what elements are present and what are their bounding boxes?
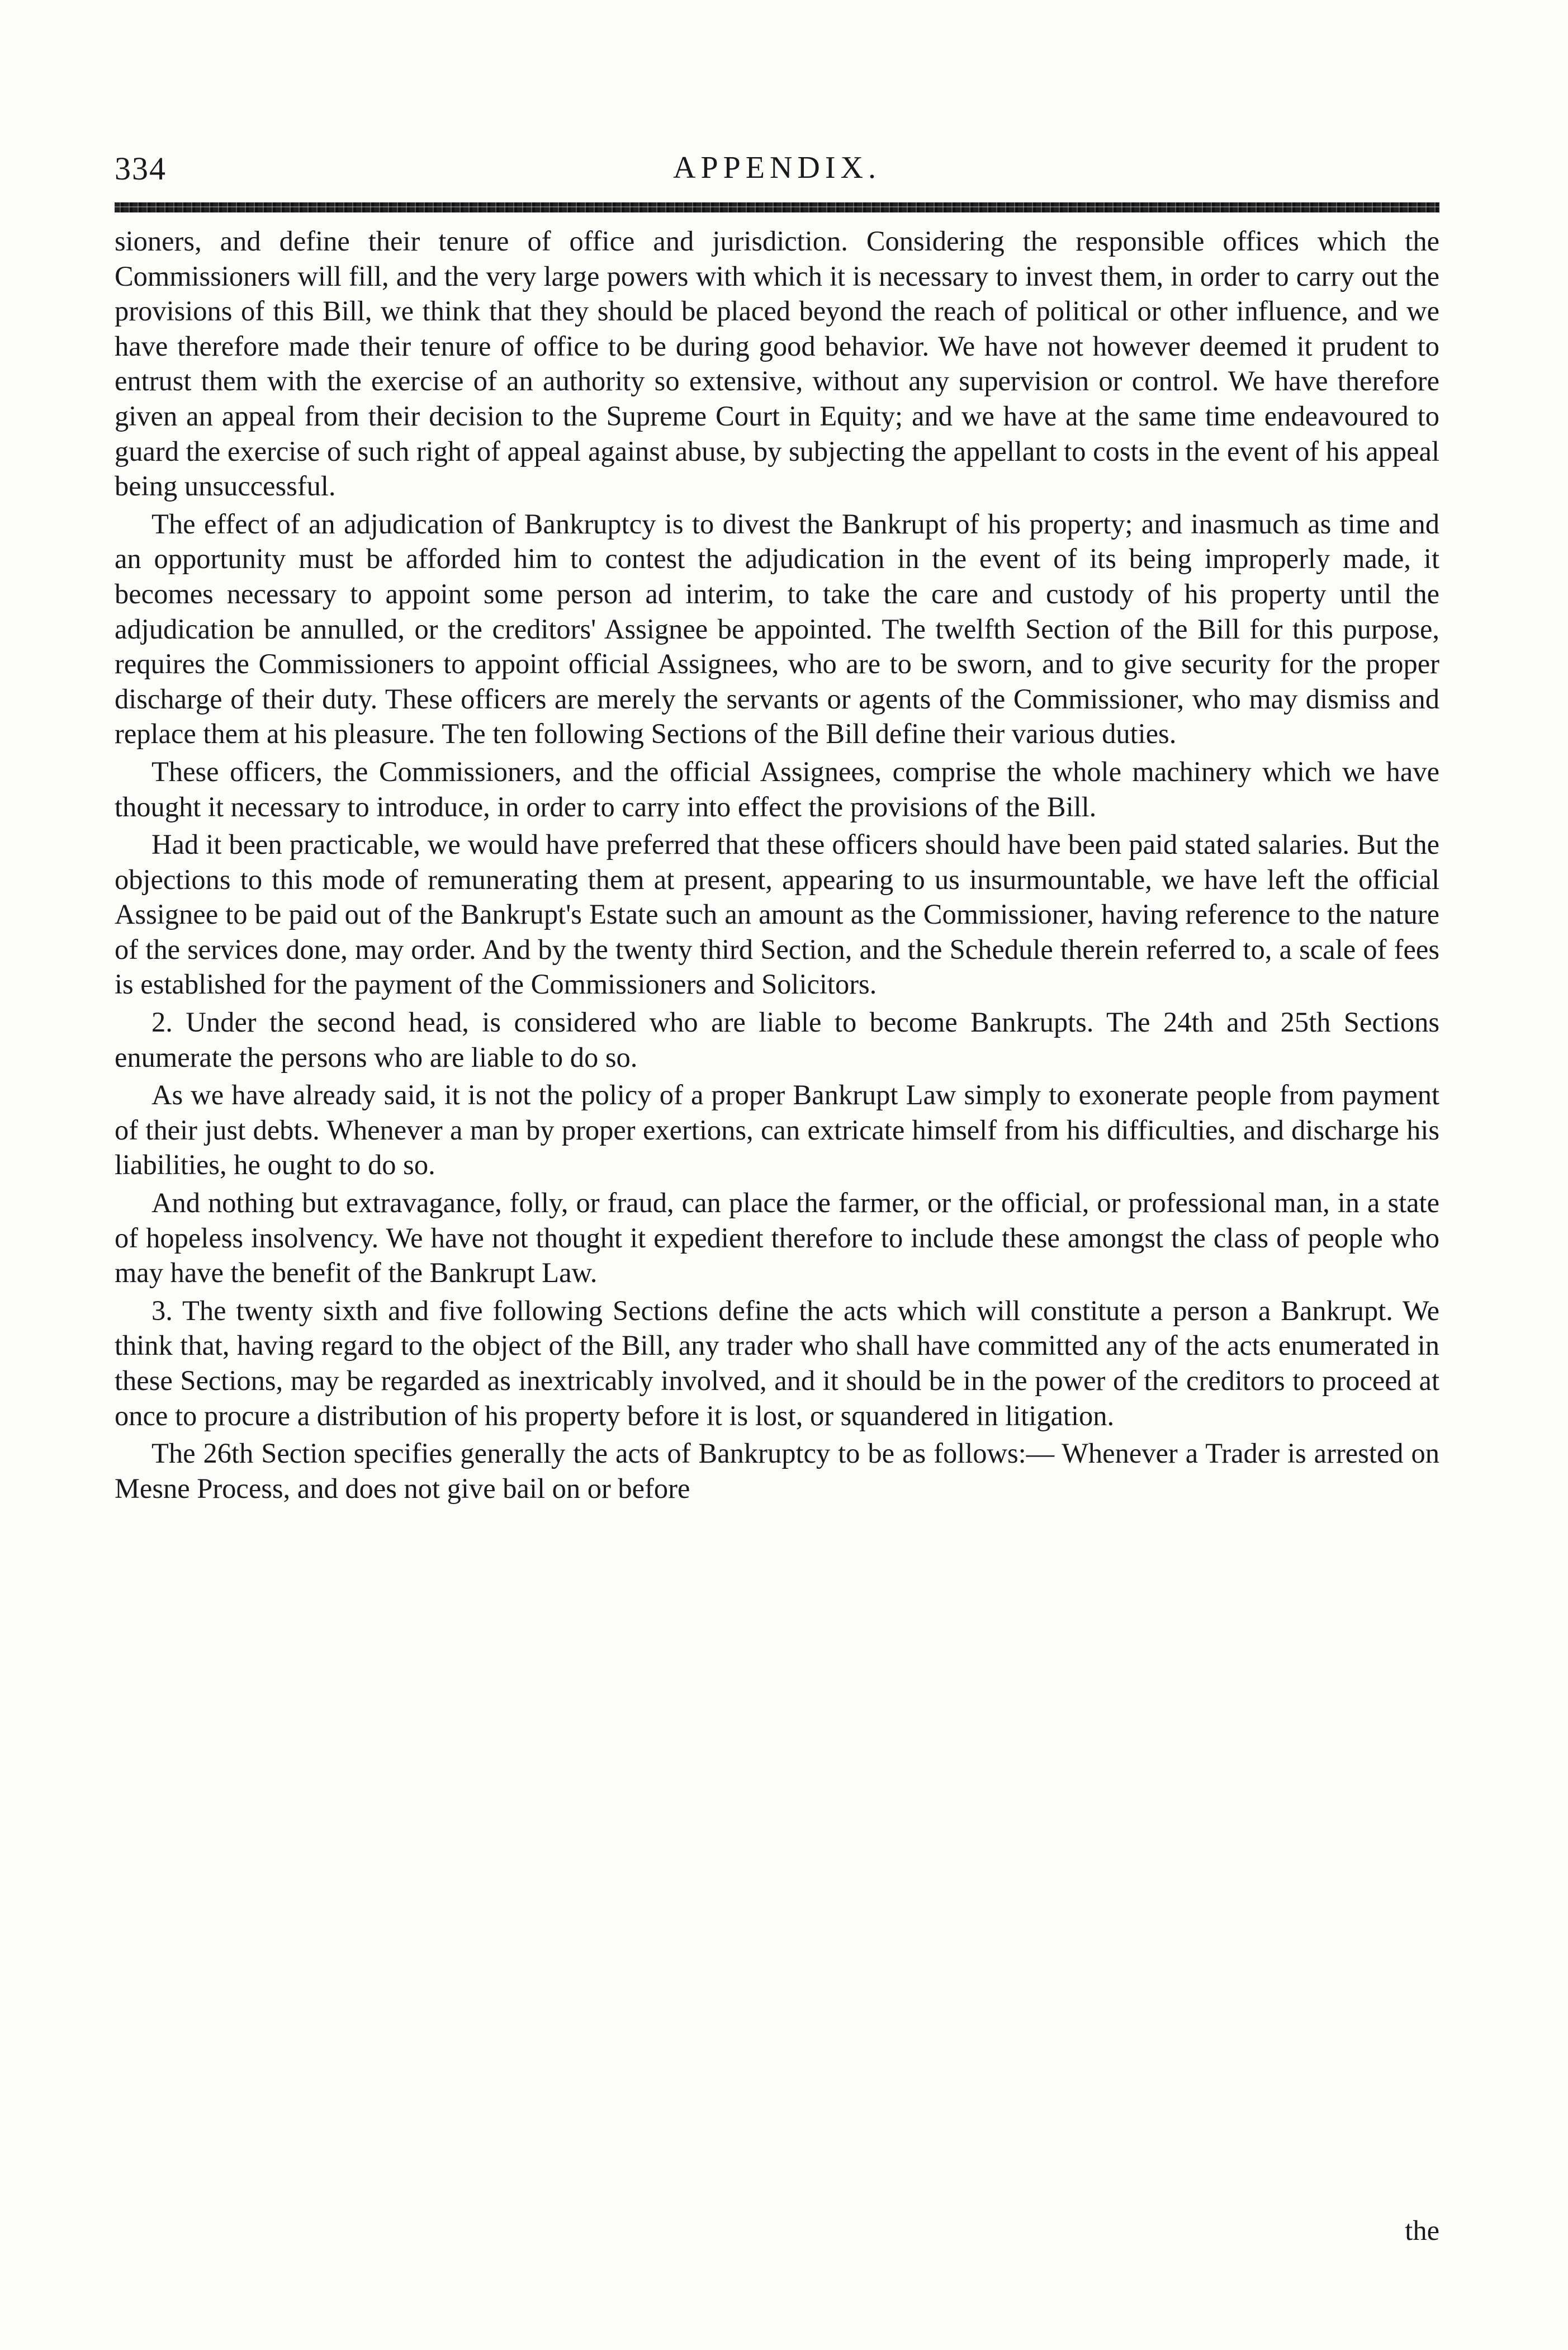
header-rule <box>115 202 1439 212</box>
catchword: the <box>1405 2215 1439 2246</box>
paragraph-salaries: Had it been practicable, we would have preferred that these officers should have been paid stated salaries. But the objections to this mode of remunerating them at present, appearing to us insurmountable, we have left the official Assignee to be paid out of the Bankrupt's Estate such an amount as the Commissioner, having reference to the nature of the services done, may order. And by the twenty third Section, and the Schedule therein referred to, a scale of fees is established for the payment of the Commissioners and Solicitors. <box>115 829 1439 1000</box>
body-text <box>115 224 1439 1509</box>
running-head: APPENDIX. <box>673 150 881 185</box>
page-header <box>115 150 1439 195</box>
page-number: 334 <box>115 150 167 187</box>
paragraph-26th-section: The 26th Section specifies generally the acts of Bankruptcy to be as follows:— Whenever a Trader is arrested on Mesne Process, and does not give bail on or before <box>115 1438 1439 1504</box>
paragraph-commissioners-tenure: sioners, and define their tenure of office and jurisdiction. Considering the responsible offices which the Commissioners will fill, and the very large powers with which it is necessary to invest them, in order to carry out the provisions of this Bill, we think that they should be placed beyond the reach of political or other influence, and we have therefore made their tenure of office to be during good behavior. We have not however deemed it prudent to entrust them with the exercise of an authority so extensive, without any supervision or control. We have therefore given an appeal from their decision to the Supreme Court in Equity; and we have at the same time endeavoured to guard the exercise of such right of appeal against abuse, by subjecting the appellant to costs in the event of his appeal being unsuccessful. <box>115 225 1439 502</box>
paragraph-second-head: 2. Under the second head, is considered who are liable to become Bankrupts. The 24th and 25th Sections enumerate the persons who are liable to do so. <box>115 1006 1439 1073</box>
paragraph-insolvency: And nothing but extravagance, folly, or fraud, can place the farmer, or the official, or professional man, in a state of hopeless insolvency. We have not thought it expedient therefore to include these amongst the class of people who may have the benefit of the Bankrupt Law. <box>115 1187 1439 1289</box>
paragraph-machinery: These officers, the Commissioners, and the official Assignees, comprise the whole machinery which we have thought it necessary to introduce, in order to carry into effect the provisions of the Bill. <box>115 755 1439 822</box>
paragraph-acts-of-bankruptcy: 3. The twenty sixth and five following Sections define the acts which will constitute a person a Bankrupt. We think that, having regard to the object of the Bill, any trader who shall have committed any of the acts enumerated in these Sections, may be regarded as inextricably involved, and it should be in the power of the creditors to proceed at once to procure a distribution of his property before it is lost, or squandered in litigation. <box>115 1294 1439 1431</box>
paragraph-bankrupt-law-policy: As we have already said, it is not the policy of a proper Bankrupt Law simply to exonerate people from payment of their just debts. Whenever a man by proper exertions, can extricate himself from his difficulties, and discharge his liabilities, he ought to do so. <box>115 1079 1439 1181</box>
paragraph-adjudication: The effect of an adjudication of Bankruptcy is to divest the Bankrupt of his property; and inasmuch as time and an opportunity must be afforded him to contest the adjudication in the event of its being improperly made, it becomes necessary to appoint some person ad interim, to take the care and custody of his property until the adjudication be annulled, or the creditors' Assignee be appointed. The twelfth Section of the Bill for this purpose, requires the Commissioners to appoint official Assignees, who are to be sworn, and to give security for the proper discharge of their duty. These officers are merely the servants or agents of the Commissioner, who may dismiss and replace them at his pleasure. The ten following Sections of the Bill define their various duties. <box>115 508 1439 750</box>
